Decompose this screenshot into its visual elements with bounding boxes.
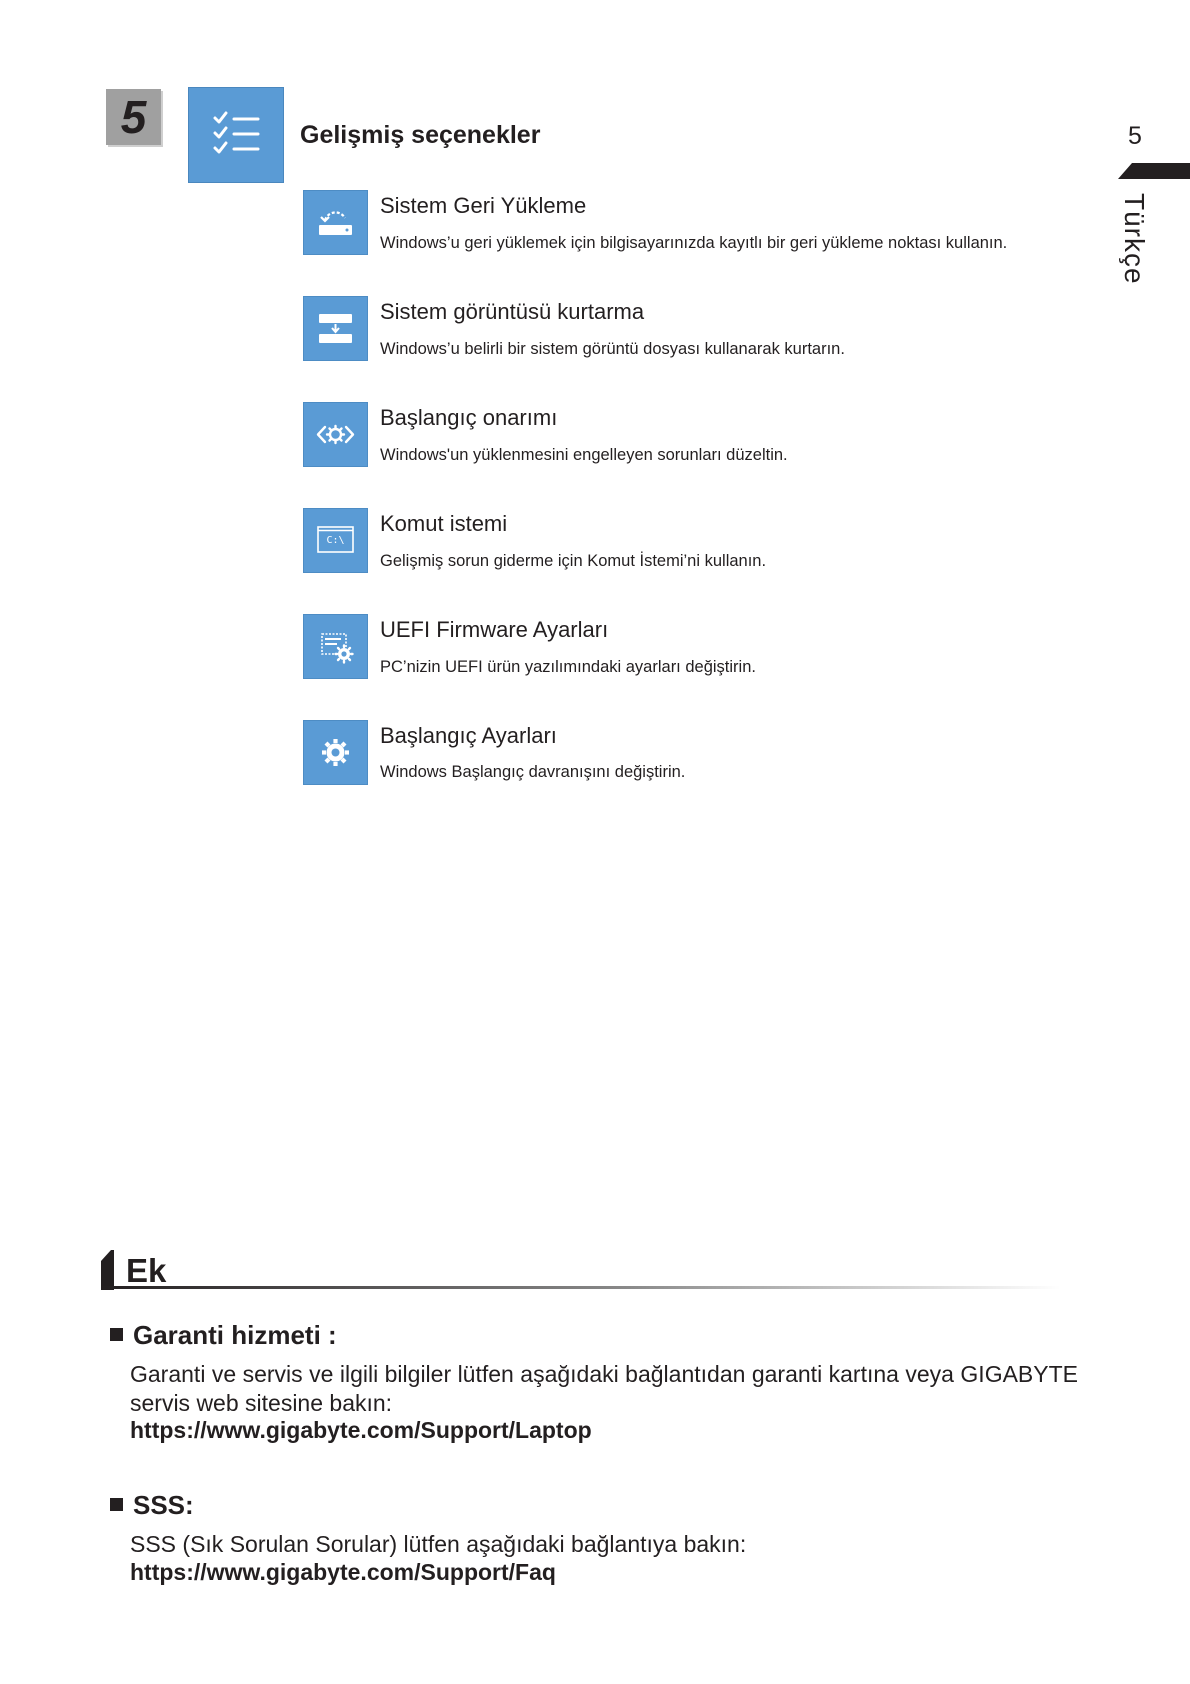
bullet-square-icon (110, 1498, 123, 1511)
warranty-heading (110, 1320, 337, 1351)
command-prompt-icon-text: C:\ (326, 535, 345, 546)
warranty-text: Garanti ve servis ve ilgili bilgiler lütfen aşağıdaki bağlantıdan garanti kartına veya GIGABYTE servis web sitesine bakın: (130, 1361, 1078, 1416)
option-desc-system-restore: Windows’u geri yüklemek için bilgisayarınızda kayıtlı bir geri yükleme noktası kullanın. (380, 234, 1008, 252)
warranty-heading-text: Garanti hizmeti : (133, 1320, 337, 1350)
section-title: Gelişmiş seçenekler (300, 121, 541, 149)
faq-heading (110, 1490, 194, 1521)
command-prompt-icon[interactable] (303, 508, 368, 573)
option-desc-uefi-firmware: PC’nizin UEFI ürün yazılımındaki ayarları değiştirin. (380, 658, 756, 676)
system-restore-icon[interactable] (303, 190, 368, 255)
checklist-icon (188, 87, 284, 183)
option-title-system-restore[interactable]: Sistem Geri Yükleme (380, 193, 587, 218)
option-title-command-prompt[interactable]: Komut istemi (380, 511, 508, 536)
system-image-recovery-icon[interactable] (303, 296, 368, 361)
language-tab-marker (1118, 163, 1190, 179)
option-title-system-image-recovery[interactable]: Sistem görüntüsü kurtarma (380, 299, 645, 324)
warranty-link[interactable]: https://www.gigabyte.com/Support/Laptop (130, 1417, 592, 1443)
option-title-uefi-firmware[interactable]: UEFI Firmware Ayarları (380, 617, 609, 642)
option-title-startup-repair[interactable]: Başlangıç onarımı (380, 405, 558, 430)
startup-settings-icon[interactable] (303, 720, 368, 785)
step-number: 5 (106, 89, 161, 145)
faq-heading-text: SSS: (133, 1490, 194, 1520)
faq-text: SSS (Sık Sorulan Sorular) lütfen aşağıdaki bağlantıya bakın: (130, 1531, 747, 1557)
option-desc-command-prompt: Gelişmiş sorun giderme için Komut İstemi’ni kullanın. (380, 552, 767, 570)
option-desc-startup-settings: Windows Başlangıç davranışını değiştirin. (380, 763, 686, 781)
appendix-header-bar (101, 1250, 1061, 1290)
option-desc-startup-repair: Windows'un yüklenmesini engelleyen sorunları düzeltin. (380, 446, 788, 464)
option-title-startup-settings[interactable]: Başlangıç Ayarları (380, 723, 557, 748)
startup-repair-icon[interactable] (303, 402, 368, 467)
appendix-title: Ek (126, 1252, 167, 1289)
bullet-square-icon (110, 1328, 123, 1341)
uefi-firmware-icon[interactable] (303, 614, 368, 679)
faq-link[interactable]: https://www.gigabyte.com/Support/Faq (130, 1559, 556, 1585)
option-desc-system-image-recovery: Windows’u belirli bir sistem görüntü dosyası kullanarak kurtarın. (380, 340, 845, 358)
page-number: 5 (1128, 122, 1142, 150)
language-label: Türkçe (1119, 193, 1150, 285)
